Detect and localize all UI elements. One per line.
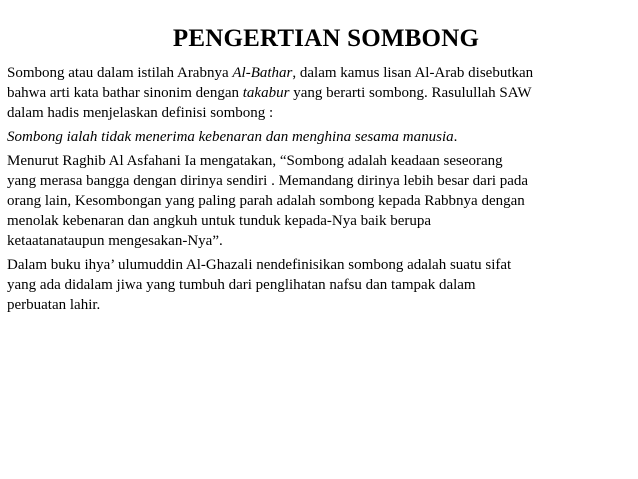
text-line: ketaatanataupun mengesakan-Nya”. [7, 233, 223, 249]
hadith-quote: Sombong ialah tidak menerima kebenaran dan menghina sesama manusia [7, 129, 454, 145]
text-line: orang lain, Kesombongan yang paling parah adalah sombong kepada Rabbnya dengan [7, 193, 525, 209]
text-line: menolak kebenaran dan angkuh untuk tunduk kepada-Nya baik berupa [7, 213, 432, 229]
text-run: , dalam kamus lisan Al-Arab disebutkan [292, 65, 534, 81]
text-line: Menurut Raghib Al Asfahani Ia mengatakan, “Sombong adalah keadaan seseorang [7, 153, 503, 169]
paragraph-raghib-al-asfahani [7, 151, 635, 251]
term-takabur: takabur [242, 85, 290, 101]
paragraph-hadith-definition [7, 127, 635, 147]
text-run: Sombong atau dalam istilah Arabnya [7, 65, 233, 81]
text-line [7, 127, 635, 147]
text-line [7, 83, 635, 103]
text-run: yang berarti sombong. Rasulullah SAW [289, 85, 532, 101]
term-al-bathar: Al-Bathar [232, 65, 293, 81]
paragraph-definition-arabic [7, 63, 635, 123]
slide-body [7, 63, 635, 319]
text-run: . [453, 129, 458, 145]
text-line: dalam hadis menjelaskan definisi sombong : [7, 105, 274, 121]
text-run: bahwa arti kata bathar sinonim dengan [7, 85, 243, 101]
text-line: Dalam buku ihya’ ulumuddin Al-Ghazali nendefinisikan sombong adalah suatu sifat [7, 257, 512, 273]
text-line: yang merasa bangga dengan dirinya sendiri . Memandang dirinya lebih besar dari pada [7, 173, 529, 189]
slide-title: PENGERTIAN SOMBONG [172, 25, 480, 52]
paragraph-al-ghazali [7, 255, 635, 315]
text-line: yang ada didalam jiwa yang tumbuh dari penglihatan nafsu dan tampak dalam [7, 277, 476, 293]
text-line [7, 63, 635, 83]
text-line: perbuatan lahir. [7, 297, 101, 313]
